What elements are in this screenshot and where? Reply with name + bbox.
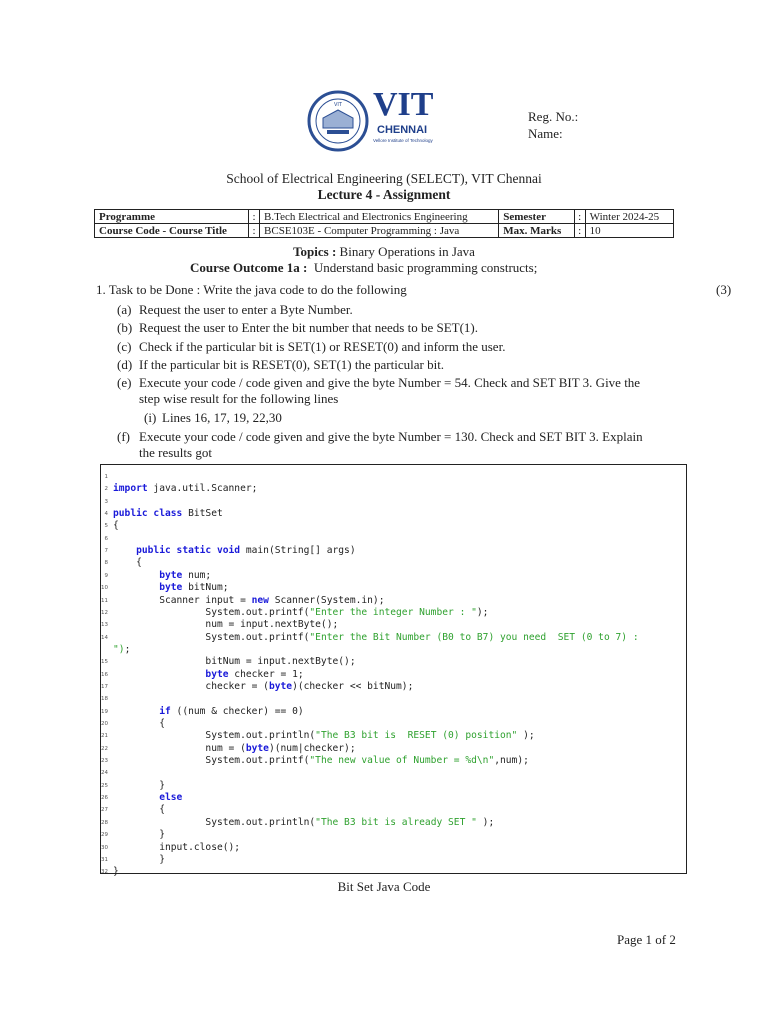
code-line (113, 681, 413, 692)
code-text: Scanner(System.in); (268, 594, 385, 606)
code-text: System.out.printf( (113, 755, 310, 767)
line-number: 11 (101, 597, 108, 604)
code-line (113, 792, 182, 803)
line-number: 17 (101, 683, 108, 690)
item-text: Lines 16, 17, 19, 22,30 (162, 410, 282, 425)
outcome-value: Understand basic programming constructs; (313, 260, 538, 275)
code-line (113, 520, 119, 531)
item-text: Request the user to Enter the bit number that needs to be SET(1). (139, 320, 478, 335)
line-number: 32 (101, 869, 108, 876)
course-outcome-line (190, 260, 537, 276)
list-item (117, 375, 687, 391)
code-line (113, 632, 639, 643)
code-line (113, 755, 529, 766)
line-number: 30 (101, 844, 108, 851)
question-marks: (3) (716, 282, 732, 297)
code-line-wrap (113, 644, 130, 655)
code-text: ((num & checker) == 0) (170, 705, 304, 717)
code-keyword: byte (159, 582, 183, 594)
item-label: (f) (117, 429, 130, 444)
item-text: Check if the particular bit is SET(1) or RESET(0) and inform the user. (139, 339, 506, 354)
line-number: 12 (101, 609, 108, 616)
item-label: (i) (144, 410, 157, 425)
code-keyword: byte (245, 742, 269, 754)
line-number: 16 (101, 671, 108, 678)
code-keyword: public class (113, 508, 183, 520)
line-number: 18 (101, 696, 108, 703)
code-string: "The B3 bit is RESET (0) position" (315, 730, 518, 742)
code-text: num = input.nextByte(); (113, 619, 339, 631)
max-marks-label: Max. Marks (499, 224, 574, 238)
code-text: } (113, 779, 165, 791)
line-number: 25 (101, 782, 108, 789)
line-number: 29 (101, 832, 108, 839)
code-text: ); (476, 606, 489, 618)
item-label: (d) (117, 357, 133, 372)
code-text: num = ( (113, 742, 246, 754)
code-line (113, 656, 356, 667)
line-number: 21 (101, 733, 108, 740)
code-string: "Enter the Bit Number (B0 to B7) you need SET (0 to 7) : (309, 631, 639, 643)
code-keyword: byte (205, 668, 229, 680)
line-number: 27 (101, 807, 108, 814)
line-number: 6 (104, 535, 108, 542)
topics-label: Topics : (293, 244, 337, 259)
vit-logo (305, 88, 445, 154)
code-caption: Bit Set Java Code (337, 879, 431, 894)
code-keyword: byte (268, 680, 293, 692)
outcome-label: Course Outcome 1a : (190, 260, 308, 275)
line-number: 14 (101, 634, 108, 641)
topics-value: Binary Operations in Java (339, 244, 475, 259)
line-number: 24 (101, 770, 108, 777)
code-text: BitSet (182, 508, 223, 520)
line-number: 7 (104, 548, 108, 555)
code-string: ") (113, 643, 125, 655)
logo-tagline: Vellore Institute of Technology (373, 138, 433, 143)
line-number: 3 (104, 498, 108, 505)
table-row (95, 210, 674, 224)
list-item (117, 320, 687, 336)
semester-value: Winter 2024-25 (585, 210, 673, 224)
line-number: 22 (101, 745, 108, 752)
item-label: (a) (117, 302, 132, 317)
code-line (113, 730, 535, 741)
code-text (113, 545, 136, 556)
code-line (113, 557, 142, 568)
code-text: java.util.Scanner; (147, 483, 258, 495)
question-text: Task to be Done : Write the java code to do the following (108, 282, 407, 297)
programme-value: B.Tech Electrical and Electronics Engineering (260, 210, 499, 224)
line-number: 13 (101, 622, 108, 629)
code-text (113, 706, 159, 717)
line-number: 9 (104, 572, 108, 579)
code-text: { (113, 520, 119, 532)
list-item (117, 429, 687, 445)
svg-text:VIT: VIT (334, 102, 342, 108)
item-text: Execute your code / code given and give the byte Number = 130. Check and SET BIT 3. Explain (139, 429, 643, 444)
line-number: 1 (104, 474, 108, 480)
list-item (117, 302, 687, 318)
line-number: 26 (101, 795, 108, 802)
code-line (113, 545, 356, 556)
code-text: ); (476, 816, 495, 828)
topics-line (0, 244, 768, 260)
line-number: 20 (101, 721, 108, 727)
course-code-label: Course Code - Course Title (95, 224, 249, 238)
code-text: ; (124, 643, 131, 655)
code-text: checker = 1; (228, 668, 304, 680)
page-number: Page 1 of 2 (617, 932, 676, 947)
course-info-table (94, 209, 674, 238)
code-text: System.out.printf( (113, 631, 310, 643)
code-line (113, 817, 494, 828)
code-text: Scanner input = (113, 594, 252, 606)
table-row (95, 224, 674, 238)
code-text: input.close(); (113, 841, 241, 853)
code-string: "Enter the integer Number : " (309, 606, 477, 618)
colon: : (574, 210, 585, 224)
code-text: { (113, 557, 142, 569)
code-text: { (113, 804, 165, 816)
code-line (113, 743, 356, 754)
item-text: If the particular bit is RESET(0), SET(1) the particular bit. (139, 357, 445, 372)
code-text: System.out.printf( (113, 606, 310, 618)
code-text: } (113, 853, 165, 865)
code-keyword: public static void (136, 545, 241, 557)
code-text: System.out.println( (113, 816, 316, 828)
code-text: } (113, 866, 119, 878)
line-number: 23 (101, 758, 108, 765)
programme-label: Programme (95, 210, 249, 224)
line-number: 19 (101, 708, 108, 715)
colon: : (574, 224, 585, 238)
list-item (117, 339, 687, 355)
code-text: ,num); (494, 755, 529, 767)
item-label: (e) (117, 375, 132, 390)
code-line (113, 595, 384, 606)
lecture-title: Lecture 4 - Assignment (317, 187, 451, 202)
code-text: System.out.println( (113, 730, 316, 742)
code-line (113, 483, 257, 494)
code-line (113, 582, 229, 593)
code-keyword: new (251, 594, 269, 606)
reg-name-block (528, 108, 578, 142)
line-number: 10 (101, 585, 108, 592)
code-line (113, 804, 165, 815)
code-text: bitNum = input.nextByte(); (113, 656, 356, 668)
code-text (113, 792, 159, 803)
code-line (113, 570, 211, 581)
max-marks-value: 10 (585, 224, 673, 238)
code-keyword: else (159, 792, 183, 804)
code-text: } (113, 829, 165, 841)
line-number: 8 (104, 560, 108, 567)
code-line (113, 842, 240, 853)
code-line (113, 718, 165, 729)
line-number: 28 (101, 819, 108, 826)
code-line (113, 669, 304, 680)
list-item (117, 357, 687, 373)
logo-title: VIT (373, 86, 434, 123)
item-text: Execute your code / code given and give the byte Number = 54. Check and SET BIT 3. Give the (139, 375, 641, 390)
code-text (113, 582, 159, 593)
code-line (113, 706, 304, 717)
item-label: (c) (117, 339, 132, 354)
question-1 (96, 282, 407, 298)
code-string: "The new value of Number = %d\n" (309, 755, 495, 767)
code-text: checker = ( (113, 680, 269, 692)
code-string: "The B3 bit is already SET " (315, 816, 477, 828)
code-line (113, 866, 119, 877)
code-text: ); (517, 730, 535, 742)
code-line (113, 619, 338, 630)
school-name: School of Electrical Engineering (SELECT), VIT Chennai (226, 171, 542, 186)
code-keyword: byte (159, 569, 183, 581)
question-number: 1. (96, 282, 106, 297)
code-text: bitNum; (182, 582, 229, 594)
code-keyword: if (159, 705, 171, 717)
colon: : (249, 224, 260, 238)
sub-list-item (144, 410, 714, 426)
logo-subtitle: CHENNAI (377, 124, 428, 136)
line-number: 4 (104, 511, 108, 518)
code-line (113, 854, 165, 865)
code-text: )(checker << bitNum); (292, 680, 414, 692)
line-number: 5 (104, 523, 108, 530)
colon: : (249, 210, 260, 224)
item-continuation: the results got (139, 445, 212, 460)
code-text: )(num|checker); (268, 742, 356, 754)
name-label: Name: (528, 126, 563, 141)
code-text: { (113, 718, 165, 729)
line-number: 15 (101, 659, 108, 666)
item-label: (b) (117, 320, 133, 335)
code-text: main(String[] args) (240, 545, 356, 557)
semester-label: Semester (499, 210, 574, 224)
code-line (113, 508, 223, 519)
line-number: 2 (104, 486, 108, 493)
course-code-value: BCSE103E - Computer Programming : Java (260, 224, 499, 238)
code-keyword: import (113, 483, 148, 495)
code-text: num; (182, 569, 212, 581)
code-text (113, 669, 205, 680)
item-continuation: step wise result for the following lines (139, 391, 339, 406)
code-text (113, 570, 159, 581)
code-line (113, 780, 165, 791)
code-line (113, 607, 488, 618)
code-line (113, 829, 165, 840)
reg-no-label: Reg. No.: (528, 109, 579, 124)
line-number: 31 (101, 856, 108, 863)
item-text: Request the user to enter a Byte Number. (139, 302, 353, 317)
